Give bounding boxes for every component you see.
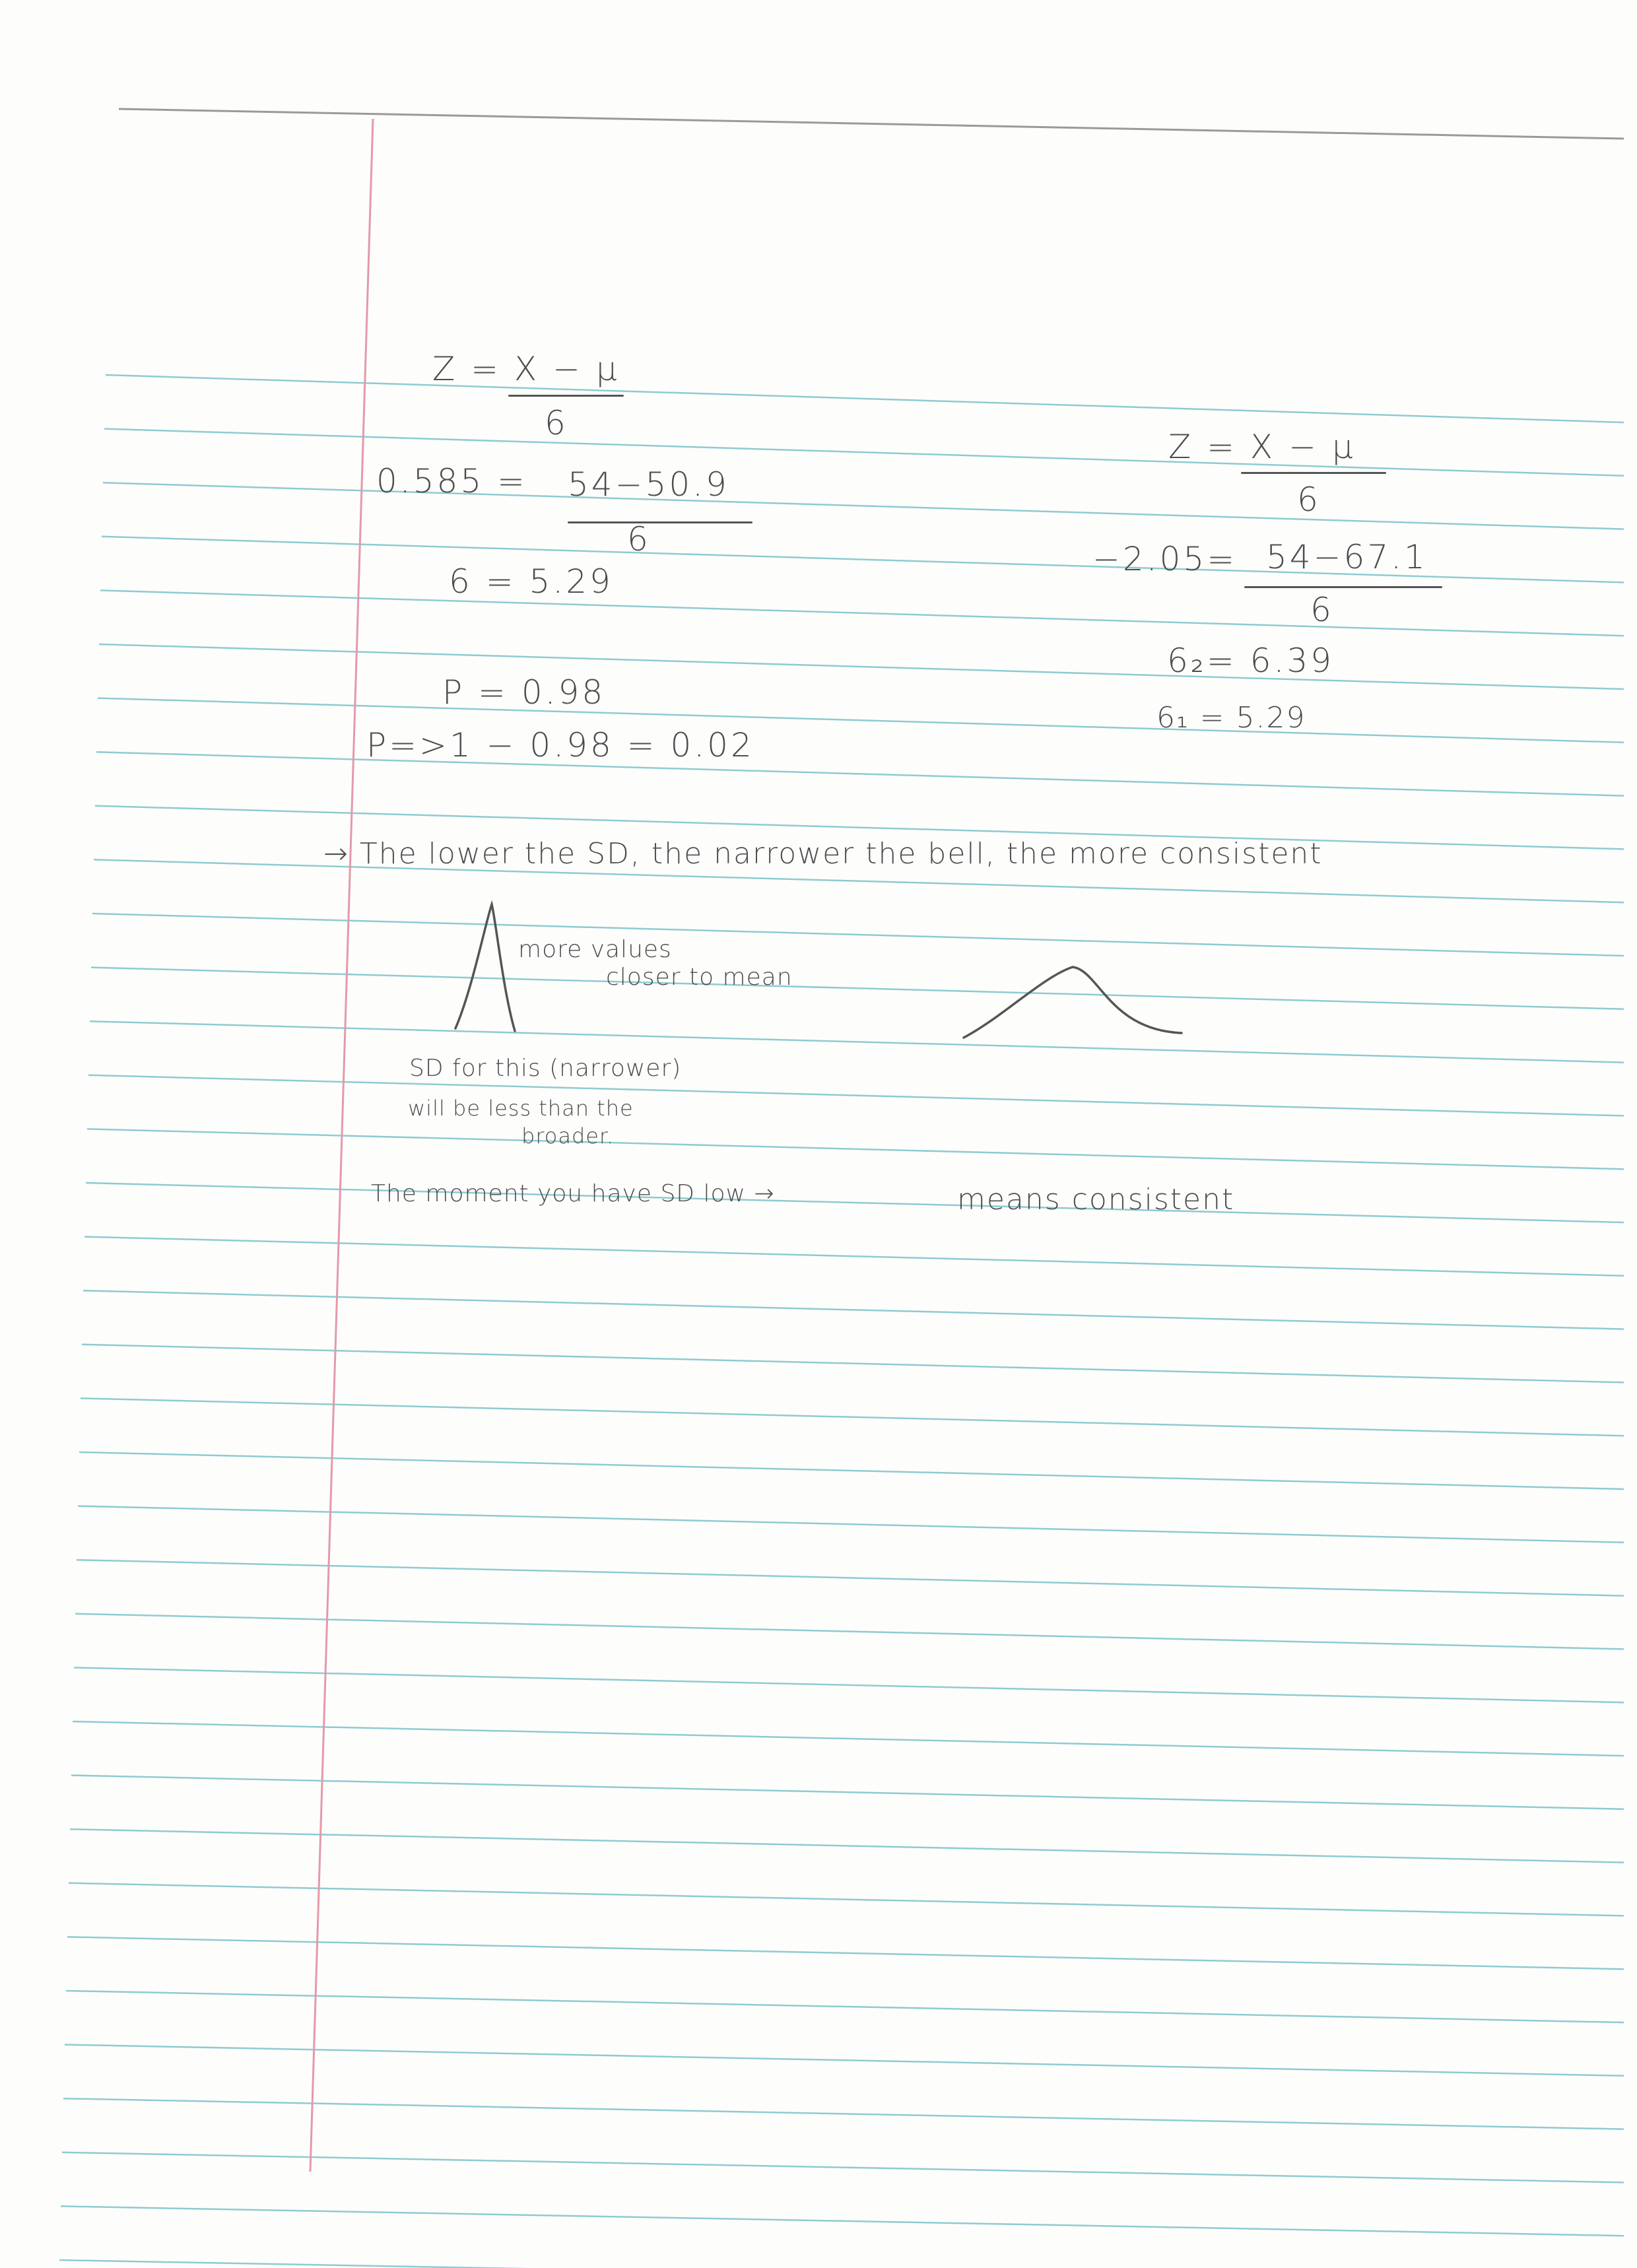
rule-line <box>63 2098 1624 2129</box>
conclusion-left: The moment you have SD low → <box>371 1180 775 1207</box>
rule-line <box>100 590 1624 636</box>
rule-line <box>79 1452 1624 1489</box>
right-substitution-denominator: 6 <box>1310 591 1334 629</box>
rule-line <box>90 1021 1624 1062</box>
rule-line <box>65 2045 1624 2076</box>
rule-line <box>77 1560 1624 1595</box>
rule-line <box>75 1614 1624 1650</box>
rule-line <box>84 1237 1624 1276</box>
rule-line <box>96 752 1624 795</box>
rule-line <box>78 1506 1624 1543</box>
rule-line <box>92 914 1624 956</box>
main-point-note: → The lower the SD, the narrower the bell, the more consistent <box>323 837 1323 871</box>
rule-line <box>91 968 1624 1009</box>
rule-line <box>74 1667 1624 1702</box>
left-probability: P = 0.98 <box>442 673 606 712</box>
curve-note-line2: closer to mean <box>606 964 793 991</box>
rule-line <box>59 2260 1624 2268</box>
left-formula-denominator: 6 <box>545 404 568 442</box>
right-formula-denominator: 6 <box>1297 481 1321 519</box>
right-substitution-fraction-bar <box>1244 586 1442 588</box>
right-formula-fraction-bar <box>1241 472 1386 474</box>
rule-line <box>86 1183 1624 1222</box>
rule-line <box>66 1991 1624 2022</box>
rule-line <box>73 1721 1624 1756</box>
rule-line <box>99 644 1624 689</box>
rule-line <box>88 1075 1624 1116</box>
rule-line <box>104 429 1624 476</box>
margin-line <box>310 119 373 2172</box>
sd-note-line2: will be less than the <box>408 1096 634 1121</box>
right-formula-lhs: Z = X − μ <box>1168 428 1356 466</box>
right-substitution-lhs: −2.05= <box>1092 540 1238 578</box>
rule-line <box>62 2152 1624 2183</box>
right-sd2: 6₂= 6.39 <box>1167 642 1334 680</box>
rule-line <box>70 1829 1624 1862</box>
left-substitution-numerator: 54−50.9 <box>568 465 729 504</box>
rule-line <box>67 1937 1624 1969</box>
rule-line <box>87 1129 1624 1169</box>
conclusion-right: means consistent <box>957 1183 1235 1217</box>
sd-note-line1: SD for this (narrower) <box>409 1055 682 1082</box>
rule-line <box>61 2206 1624 2236</box>
left-complement: P=>1 − 0.98 = 0.02 <box>366 726 754 764</box>
rule-line <box>98 698 1624 743</box>
left-sd-result: 6 = 5.29 <box>449 562 613 601</box>
left-formula-fraction-bar <box>508 395 624 397</box>
rule-line <box>69 1883 1624 1916</box>
rule-line <box>82 1345 1624 1383</box>
rule-line <box>103 483 1624 529</box>
sd-note-line3: broader. <box>521 1123 615 1149</box>
curve-note-line1: more values <box>518 936 672 963</box>
left-substitution-denominator: 6 <box>627 520 651 558</box>
top-header-line <box>119 109 1624 139</box>
left-substitution-fraction-bar <box>568 521 752 523</box>
right-substitution-numerator: 54−67.1 <box>1266 538 1428 576</box>
rule-line <box>71 1776 1624 1809</box>
rule-line <box>83 1290 1624 1329</box>
rule-line <box>81 1398 1624 1436</box>
right-sd1: 6₁ = 5.29 <box>1156 701 1306 735</box>
left-substitution-lhs: 0.585 = <box>376 462 527 500</box>
left-formula-lhs: Z = X − μ <box>432 350 620 388</box>
rule-line <box>106 375 1624 422</box>
